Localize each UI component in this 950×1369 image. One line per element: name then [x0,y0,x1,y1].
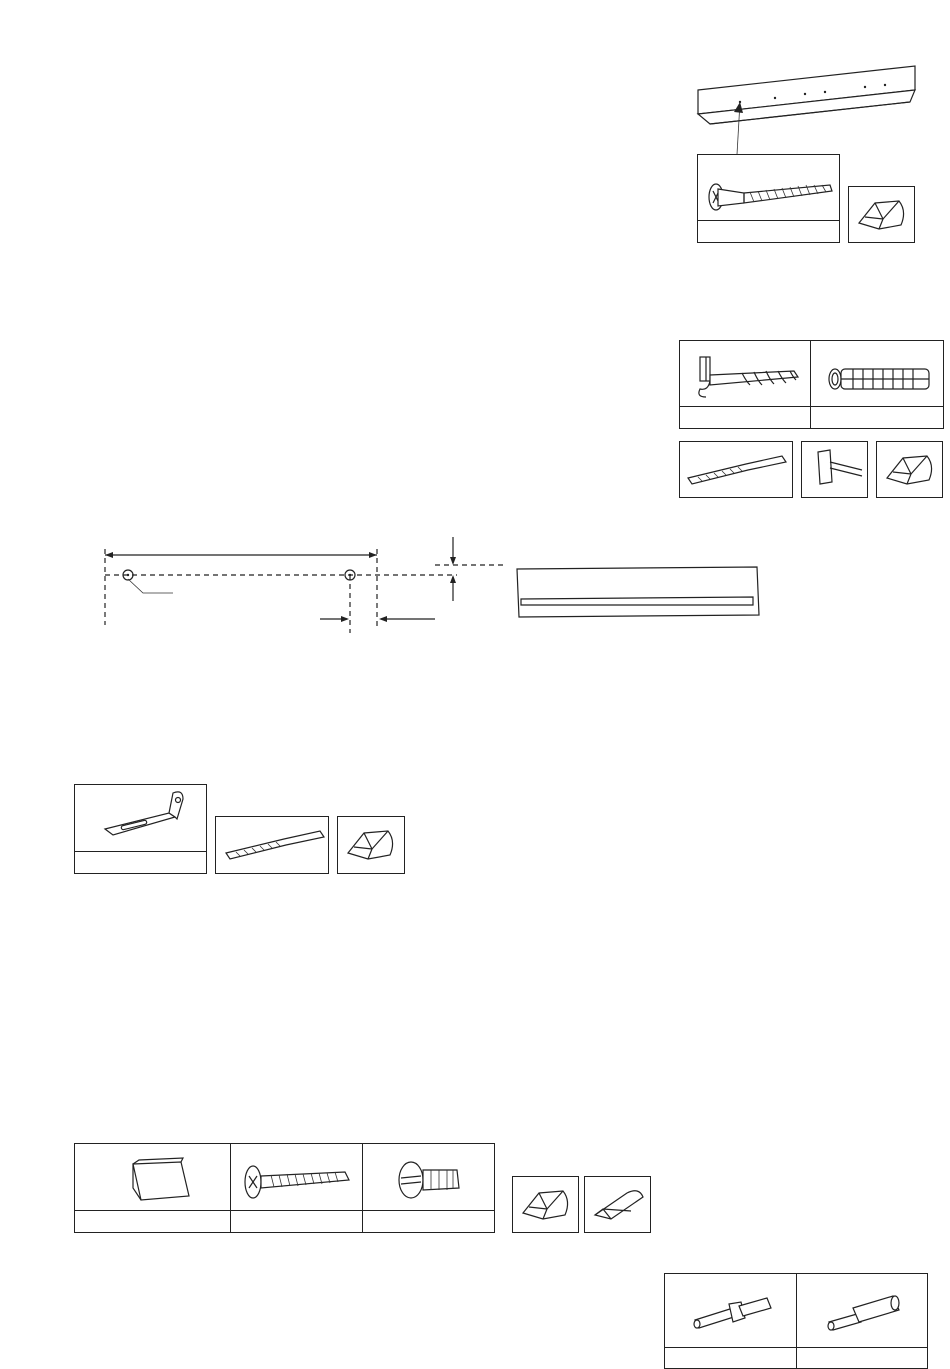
drill-bit-icon [224,831,328,861]
stepped-pin-icon [827,1292,907,1336]
part-label-strip [811,406,943,428]
part-box-long-screw [697,154,840,243]
tool-box-flat-bit [584,1176,651,1233]
parts-table-wall-fixing [679,340,943,429]
drill-bit-icon [686,456,790,486]
tool-box-drill-bit [679,441,793,498]
tool-box-phillips-bit [876,441,943,498]
tool-box-phillips-bit [337,816,405,874]
part-cell-wall-plug [810,340,944,429]
block-icon [127,1158,197,1206]
part-cell-hook-screw [679,340,811,429]
part-cell-slotted-bolt [362,1143,495,1233]
part-cell-stepped-pin [796,1273,928,1369]
phillips-bit-icon [855,197,911,233]
part-label-strip [75,851,206,873]
part-cell-block [74,1143,231,1233]
tool-box-drill-bit [215,816,329,874]
tool-box-phillips-bit [512,1176,579,1233]
flat-bit-icon [591,1187,647,1223]
tool-box-phillips-bit [848,186,915,243]
dowel-pin-icon [693,1296,773,1336]
part-label-strip [231,1210,362,1232]
wall-shelf-illustration [690,62,920,132]
tool-box-hammer [801,441,868,498]
angle-bracket-icon [103,791,189,843]
part-box-angle-bracket [74,784,207,874]
long-screw-icon [704,175,834,215]
part-cell-dowel-pin [664,1273,797,1369]
drilling-template-diagram [95,535,515,635]
part-label-strip [75,1210,230,1232]
wall-plug-icon [827,365,935,395]
part-label-strip [797,1347,927,1368]
hammer-icon [808,448,864,494]
part-cell-machine-screw [230,1143,363,1233]
parts-table-hardware [74,1143,494,1233]
parts-table-dowels [664,1273,927,1368]
slotted-bolt-icon [395,1158,465,1202]
phillips-bit-icon [519,1187,575,1223]
part-label-strip [680,406,810,428]
part-label-strip [698,220,839,242]
phillips-bit-icon [344,827,400,863]
part-label-strip [363,1210,494,1232]
phillips-bit-icon [883,452,939,488]
machine-screw-icon [241,1160,355,1204]
hook-screw-icon [694,353,804,403]
shelf-template-board [515,563,760,621]
part-label-strip [665,1347,796,1368]
